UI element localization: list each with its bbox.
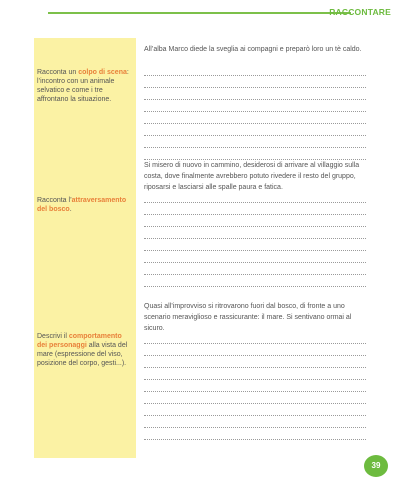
- writing-line[interactable]: [144, 262, 366, 263]
- writing-line[interactable]: [144, 286, 366, 287]
- writing-line[interactable]: [144, 415, 366, 416]
- header-rule: [48, 12, 351, 14]
- writing-line[interactable]: [144, 343, 366, 344]
- page-number: 39: [364, 455, 388, 477]
- writing-line[interactable]: [144, 147, 366, 148]
- writing-line[interactable]: [144, 75, 366, 76]
- story-prompt-1: All’alba Marco diede la sveglia ai compagni e preparò loro un tè caldo.: [144, 46, 362, 53]
- instruction-3: Descrivi il comportamento dei personaggi alla vista del mare (espressione del viso, posizione del corpo, gesti...).: [37, 333, 128, 367]
- instruction-1: Racconta un colpo di scena: l’incontro con un animale selvatico e come i tre affrontano la situazione.: [37, 69, 129, 103]
- writing-line[interactable]: [144, 367, 366, 368]
- writing-line[interactable]: [144, 391, 366, 392]
- writing-line[interactable]: [144, 403, 366, 404]
- writing-line[interactable]: [144, 427, 366, 428]
- writing-line[interactable]: [144, 379, 366, 380]
- story-prompt-3: Quasi all’improvviso si ritrovarono fuori dal bosco, di fronte a uno scenario meraviglioso e rassicurante: il mare. Si sentivano ormai al sicuro.: [144, 303, 352, 332]
- writing-line[interactable]: [144, 214, 366, 215]
- section-title: RACCONTARE: [329, 7, 391, 17]
- writing-line[interactable]: [144, 123, 366, 124]
- writing-line[interactable]: [144, 111, 366, 112]
- writing-line[interactable]: [144, 439, 366, 440]
- writing-line[interactable]: [144, 202, 366, 203]
- writing-line[interactable]: [144, 250, 366, 251]
- instruction-2: Racconta l’attraversamento del bosco.: [37, 197, 127, 213]
- story-prompt-2: Si misero di nuovo in cammino, desiderosi di arrivare al villaggio sulla costa, dove finalmente avrebbero potuto rivedere il resto del gruppo, riposarsi e lasciarsi alle spalle paura e fatica.: [144, 162, 360, 191]
- writing-line[interactable]: [144, 226, 366, 227]
- writing-line[interactable]: [144, 135, 366, 136]
- writing-line[interactable]: [144, 355, 366, 356]
- writing-line[interactable]: [144, 274, 366, 275]
- writing-line[interactable]: [144, 87, 366, 88]
- writing-line[interactable]: [144, 159, 366, 160]
- instruction-sidebar: [34, 38, 136, 458]
- writing-line[interactable]: [144, 238, 366, 239]
- writing-line[interactable]: [144, 99, 366, 100]
- page-header: [0, 0, 401, 32]
